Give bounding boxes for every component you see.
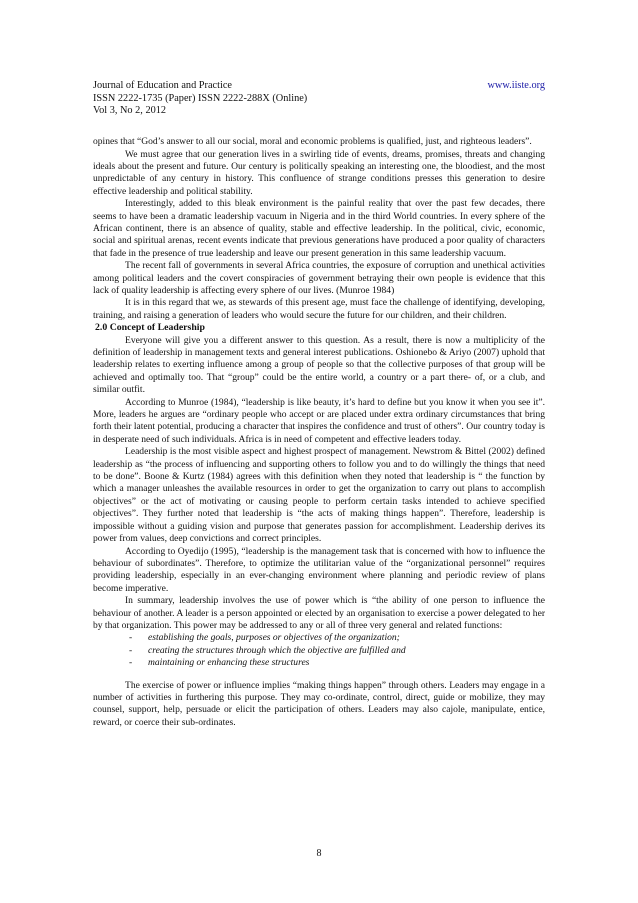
functions-list bbox=[93, 632, 545, 669]
paragraph-5: It is in this regard that we, as stewards of this present age, must face the challenge of identifying, developing, training, and raising a generation of leaders who would secure the future for our children, and their children. bbox=[93, 297, 545, 321]
dash-bullet: - bbox=[129, 632, 133, 644]
paragraph-6: Everyone will give you a different answer to this question. As a result, there is now a multiplicity of the definition of leadership in management texts and general interest publications. Oshionebo & Ariyo (2007) uphold that leadership relates to exerting influence among a group of people so that the collective purposes of that group will be achieved and optimally too. That “group” could be the entire world, a country or a part there- of, or a club, and similar outfit. bbox=[93, 334, 545, 396]
list-item bbox=[129, 657, 545, 669]
paragraph-10: In summary, leadership involves the use of power which is “the ability of one person to influence the behaviour of another. A leader is a person appointed or elected by an organisation to exercise a power delegated to her by that organization. This power may be addressed to any or all of three very general and related functions: bbox=[93, 595, 545, 631]
list-item-text: creating the structures through which the objective are fulfilled and bbox=[148, 644, 406, 656]
paragraph-4: The recent fall of governments in several Africa countries, the exposure of corruption and unethical activities among political leaders and the covert conspiracies of government betraying their own people is evidence that this lack of quality leadership is affecting every sphere of our lives. (Munroe 1984) bbox=[93, 260, 545, 296]
paragraph-11: The exercise of power or influence implies “making things happen” through others. Leaders may engage in a number of activities in furthering this purpose. They may co-ordinate, control, direct, guide or mobilize, they may counsel, support, help, persuade or elicit the participation of others. Leaders may also cajole, manipulate, entice, reward, or coerce their sub-ordinates. bbox=[93, 679, 545, 728]
dash-bullet: - bbox=[129, 644, 133, 656]
running-header bbox=[93, 80, 545, 118]
paragraph-1: opines that “God’s answer to all our social, moral and economic problems is qualified, just, and righteous leaders”. bbox=[93, 136, 532, 148]
paragraph-3: Interestingly, added to this bleak environment is the painful reality that over the past few decades, there seems to have been a dramatic leadership vacuum in Nigeria and in the third World countries. In every sphere of the African continent, there is an absence of quality, stable and effective leadership. In the political, civic, economic, social and spiritual arenas, recent events indicate that previous generations have produced a poor quality of characters that fade in the presence of true leadership and leave our present generation in this same leadership vacuum. bbox=[93, 198, 545, 259]
paragraph-7: According to Munroe (1984), “leadership is like beauty, it’s hard to define but you know it when you see it”. More, leaders he argues are “ordinary people who accept or are placed under extra ordinary circumstances that bring forth their latent potential, producing a character that inspires the confidence and trust of others”. Our country today is in desperate need of such individuals. Africa is in need of competent and effective leaders today. bbox=[93, 396, 545, 445]
section-heading bbox=[93, 322, 545, 334]
page-number: 8 bbox=[316, 848, 322, 859]
list-item-text: establishing the goals, purposes or objectives of the organization; bbox=[148, 632, 400, 644]
list-item bbox=[129, 632, 545, 644]
volume-line: Vol 3, No 2, 2012 bbox=[93, 105, 167, 117]
journal-website-link[interactable]: www.iiste.org bbox=[487, 80, 545, 91]
spacer bbox=[93, 670, 545, 680]
section-heading-text: 2.0 Concept of Leadership bbox=[95, 322, 205, 334]
issn-line: ISSN 2222-1735 (Paper) ISSN 2222-288X (Online) bbox=[93, 92, 308, 104]
article-body bbox=[93, 136, 545, 729]
list-item bbox=[129, 645, 545, 657]
journal-page bbox=[93, 80, 545, 729]
paragraph-8: Leadership is the most visible aspect and highest prospect of management. Newstrom & Bittel (2002) defined leadership as “the process of influencing and supporting others to follow you and to do willingly the things that need to be done”. Boone & Kurtz (1984) agrees with this definition when they noted that leadership is “ the function by which a manager unleashes the available resources in order to get the organization to carry out plans to accomplish objectives” or the act of motivating or causing people to perform certain tasks intended to achieve specified objectives”. They further noted that leadership is “the acts of making things happen”. Therefore, leadership is impossible without a guiding vision and purpose that generates passion for accomplishment. Leadership derives its power from values, deep convictions and correct principles. bbox=[93, 446, 545, 545]
journal-title: Journal of Education and Practice bbox=[93, 80, 232, 91]
paragraph-9: According to Oyedijo (1995), “leadership is the management task that is concerned with how to influence the behaviour of subordinates”. Therefore, to optimize the utilitarian value of the “organizational personnel” requires providing leadership, especially in an ever-changing environment where planning and periodic review of plans become imperative. bbox=[93, 545, 545, 594]
dash-bullet: - bbox=[129, 657, 133, 669]
paragraph-2: We must agree that our generation lives in a swirling tide of events, dreams, promises, threats and changing ideals about the present and future. Our century is politically speaking an interesting one, the bloodiest, and the most unpredictable of any century in history. This confluence of strange conditions presses this generation to desire effective leadership and political stability. bbox=[93, 148, 545, 197]
list-item-text: maintaining or enhancing these structures bbox=[148, 657, 310, 669]
